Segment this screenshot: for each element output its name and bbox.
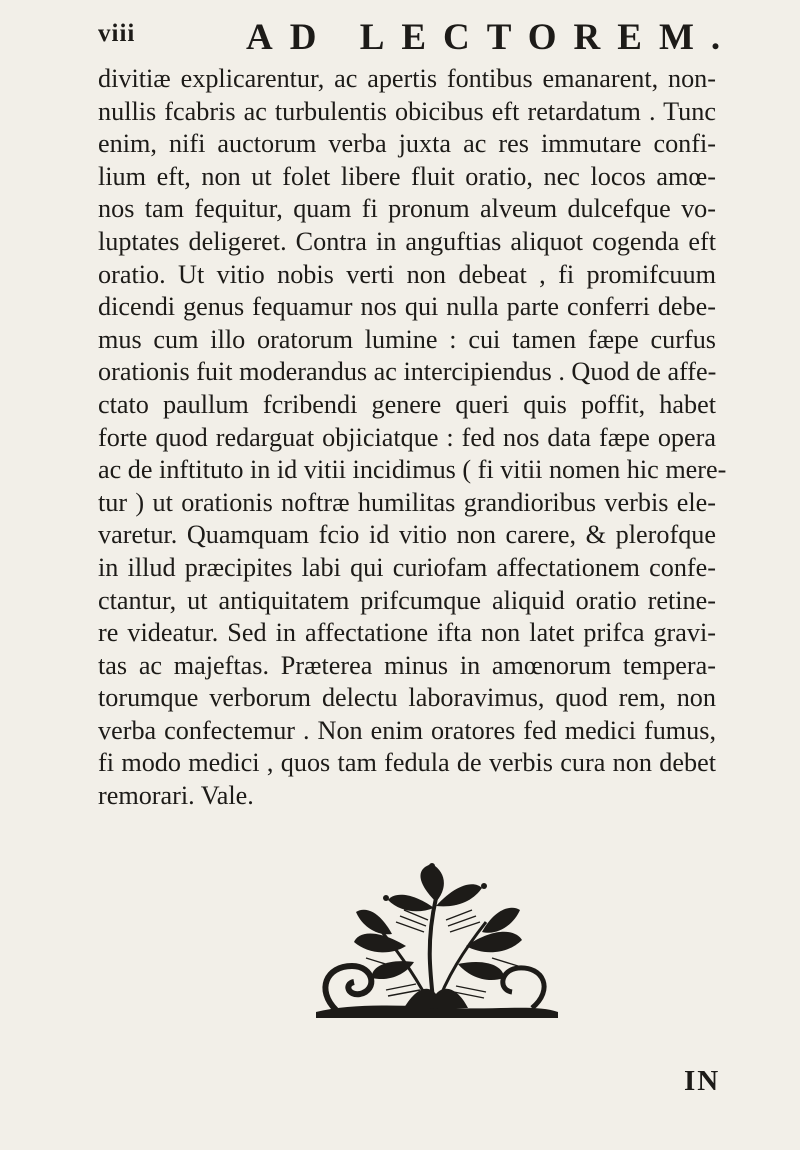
- floral-tailpiece-icon: [296, 862, 572, 1022]
- text-line: orationis fuit moderandus ac intercipiendus . Quod de affe-: [98, 357, 717, 387]
- text-line: ctato paullum fcribendi genere queri quis poffit, habet: [98, 389, 716, 419]
- page-header: [98, 16, 738, 62]
- text-line: torumque verborum delectu laboravimus, quod rem, non: [98, 683, 716, 713]
- text-line: fi modo medici , quos tam fedula de verbis cura non debet: [98, 748, 716, 778]
- text-line: forte quod redarguat objiciatque : fed nos data fæpe opera: [98, 422, 716, 452]
- text-line: ctantur, ut antiquitatem prifcumque aliquid oratio retine-: [98, 585, 716, 615]
- text-line: luptates deligeret. Contra in anguftias aliquot cogenda eft: [98, 226, 716, 256]
- text-line: tas ac majeftas. Præterea minus in amœnorum tempera-: [98, 650, 716, 680]
- text-line: lium eft, non ut folet libere fluit oratio, nec locos amœ-: [98, 161, 716, 191]
- text-line: re videatur. Sed in affectatione ifta non latet prifca gravi-: [98, 618, 716, 648]
- text-line: nullis fcabris ac turbulentis obicibus eft retardatum . Tunc: [98, 96, 716, 126]
- text-line: nos tam fequitur, quam fi pronum alveum dulcefque vo-: [98, 194, 716, 224]
- text-line: dicendi genus fequamur nos qui nulla parte conferri debe-: [98, 292, 716, 322]
- text-line: enim, nifi auctorum verba juxta ac res immutare confi-: [98, 129, 716, 159]
- text-line: in illud præcipites labi qui curiofam affectationem confe-: [98, 552, 716, 582]
- text-line: oratio. Ut vitio nobis verti non debeat , fi promifcuum: [98, 259, 716, 289]
- page-number: viii: [98, 20, 136, 47]
- catchword: IN: [684, 1065, 721, 1097]
- text-line: tur ) ut orationis noftræ humilitas grandioribus verbis ele-: [98, 487, 716, 517]
- text-line: varetur. Quamquam fcio id vitio non carere, & plerofque: [98, 520, 716, 550]
- text-line: verba confectemur . Non enim oratores fed medici fumus,: [98, 715, 716, 745]
- text-line: divitiæ explicarentur, ac apertis fontibus emanarent, non-: [98, 64, 716, 93]
- text-line: ac de inftituto in id vitii incidimus ( fi vitii nomen hic mere-: [98, 455, 727, 485]
- running-head: AD LECTOREM.: [246, 17, 738, 58]
- text-line-last: remorari. Vale.: [98, 781, 254, 811]
- body-text: [98, 63, 727, 813]
- text-line: mus cum illo oratorum lumine : cui tamen fæpe curfus: [98, 324, 716, 354]
